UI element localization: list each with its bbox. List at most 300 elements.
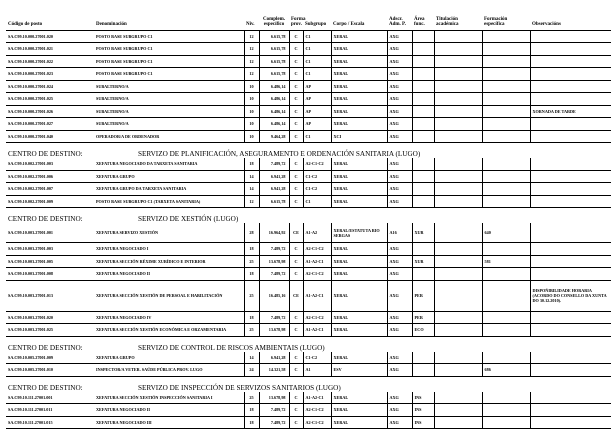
- cell-body: XERAL: [331, 170, 387, 183]
- rpt-document: [6, 8, 611, 429]
- cell-degree: [434, 243, 482, 256]
- cell-name: XEFATURA GRUPO DA TARXETA SANITARIA: [94, 183, 244, 196]
- cell-notes: [530, 364, 611, 377]
- cell-complement: 6.486,14: [259, 93, 289, 106]
- cell-notes: [530, 195, 611, 208]
- cell-form: C: [289, 105, 303, 118]
- cell-name: INSPECTOR/A VETER. SAÚDE PÚBLICA PROV. LUGO: [94, 364, 244, 377]
- cell-body: XERAL: [331, 183, 387, 196]
- cell-body: XERAL: [331, 324, 387, 337]
- cell-admin: AXG: [387, 118, 412, 131]
- cell-complement: 7.489,72: [259, 311, 289, 324]
- cell-code: SA.C99.10.003.27001.005: [6, 255, 94, 268]
- cell-body: XERAL: [331, 68, 387, 81]
- cell-code: SA.C99.10.003.27001.008: [6, 268, 94, 281]
- cell-form: C: [289, 93, 303, 106]
- cell-form: C: [289, 255, 303, 268]
- cell-name: XEFATURA SERVIZO XESTIÓN: [94, 223, 244, 243]
- cell-admin: AXG: [387, 243, 412, 256]
- cell-body: XERAL: [331, 280, 387, 311]
- cell-body: XERAL: [331, 105, 387, 118]
- cell-name: SUBALTERNO/A: [94, 80, 244, 93]
- cell-level: 25: [244, 324, 259, 337]
- cell-level: 10: [244, 130, 259, 143]
- cell-code: SA.C99.10.000.27001.027: [6, 118, 94, 131]
- cell-subgroup: C1-C2: [303, 170, 331, 183]
- cell-subgroup: A2-C1-C2: [303, 158, 331, 170]
- cell-body: XERAL: [331, 195, 387, 208]
- cell-level: 18: [244, 268, 259, 281]
- cell-form: C: [289, 352, 303, 364]
- cell-training: [482, 170, 530, 183]
- cell-form: C: [289, 55, 303, 68]
- table-row: [6, 118, 611, 131]
- cell-subgroup: C1: [303, 68, 331, 81]
- cell-body: XERAL/ESTATUTA RIO SERGAS: [331, 223, 387, 243]
- cell-code: SA.C99.10.003.27001.025: [6, 324, 94, 337]
- cell-area: [412, 93, 434, 106]
- cell-complement: 6.615,78: [259, 55, 289, 68]
- cell-form: C: [289, 130, 303, 143]
- table-header-row: [6, 8, 611, 30]
- header-admin: Adscr. Adm. P.: [387, 8, 412, 30]
- cell-notes: [530, 404, 611, 417]
- header-area: Área func.: [412, 8, 434, 30]
- cell-code: SA.C99.10.000.27001.021: [6, 43, 94, 56]
- cell-area: INS: [412, 392, 434, 404]
- cell-area: [412, 364, 434, 377]
- table-row: [6, 352, 611, 364]
- cell-name: POSTO BASE SUBGRUPO C1: [94, 43, 244, 56]
- cell-area: INS: [412, 416, 434, 429]
- cell-subgroup: A1-A2-C1: [303, 280, 331, 311]
- table-row: [6, 170, 611, 183]
- cell-level: 14: [244, 170, 259, 183]
- cell-level: 12: [244, 43, 259, 56]
- cell-admin: AXG: [387, 364, 412, 377]
- cell-admin: AXG: [387, 416, 412, 429]
- cell-notes: [530, 43, 611, 56]
- cell-admin: AXG: [387, 183, 412, 196]
- cell-form: C: [289, 68, 303, 81]
- section-heading: [6, 376, 611, 392]
- table-row: [6, 404, 611, 417]
- cell-level: 10: [244, 80, 259, 93]
- header-code: Código de posto: [6, 8, 94, 30]
- cell-area: INS: [412, 404, 434, 417]
- cell-training: [482, 243, 530, 256]
- positions-table: [6, 8, 611, 429]
- cell-admin: AXG: [387, 105, 412, 118]
- cell-subgroup: AP: [303, 93, 331, 106]
- cell-notes: [530, 183, 611, 196]
- cell-degree: [434, 170, 482, 183]
- cell-training: [482, 268, 530, 281]
- cell-training: 640: [482, 223, 530, 243]
- cell-complement: 6.941,28: [259, 183, 289, 196]
- cell-admin: AXG: [387, 280, 412, 311]
- cell-subgroup: A2-C1-C2: [303, 311, 331, 324]
- cell-form: C: [289, 416, 303, 429]
- table-row: [6, 55, 611, 68]
- header-subgroup: Subgrupo: [303, 8, 331, 30]
- cell-name: XEFATURA SECCIÓN RÉXIME XURÍDICO E INTERIOR: [94, 255, 244, 268]
- cell-body: XERAL: [331, 392, 387, 404]
- cell-subgroup: C1: [303, 55, 331, 68]
- header-form: Forma prov.: [289, 8, 303, 30]
- cell-form: C: [289, 170, 303, 183]
- cell-admin: AXG: [387, 268, 412, 281]
- cell-form: C: [289, 311, 303, 324]
- cell-code: SA.C99.10.005.27001.009: [6, 352, 94, 364]
- table-row: [6, 158, 611, 170]
- section-title: SERVIZO DE CONTROL DE RISCOS AMBIENTAIS (LUGO): [138, 343, 325, 352]
- cell-degree: [434, 80, 482, 93]
- cell-notes: XORNADA DE TARDE: [530, 105, 611, 118]
- cell-code: SA.C99.10.000.27001.020: [6, 30, 94, 43]
- cell-notes: [530, 352, 611, 364]
- cell-training: [482, 195, 530, 208]
- cell-name: XEFATURA NEGOCIADO IV: [94, 311, 244, 324]
- cell-code: SA.C99.10.002.27001.006: [6, 170, 94, 183]
- header-body: Corpo / Escala: [331, 8, 387, 30]
- cell-level: 18: [244, 243, 259, 256]
- cell-area: [412, 68, 434, 81]
- cell-subgroup: A2-C1-C2: [303, 404, 331, 417]
- cell-degree: [434, 324, 482, 337]
- cell-notes: [530, 170, 611, 183]
- cell-form: C: [289, 195, 303, 208]
- cell-code: SA.C99.10.000.27001.026: [6, 105, 94, 118]
- cell-subgroup: A1-A2: [303, 223, 331, 243]
- cell-form: C: [289, 404, 303, 417]
- cell-form: C: [289, 364, 303, 377]
- cell-name: XEFATURA NEGOCIADO III: [94, 416, 244, 429]
- cell-body: ESV: [331, 364, 387, 377]
- cell-body: XERAL: [331, 55, 387, 68]
- cell-degree: [434, 392, 482, 404]
- cell-training: [482, 392, 530, 404]
- table-row: [6, 130, 611, 143]
- cell-level: 24: [244, 364, 259, 377]
- cell-degree: [434, 183, 482, 196]
- cell-name: XEFATURA GRUPO: [94, 170, 244, 183]
- section-title: SERVIZO DE PLANIFICACIÓN, ASEGURAMENTO E ORDENACIÓN SANITARIA (LUGO): [138, 150, 421, 158]
- cell-admin: AXG: [387, 43, 412, 56]
- cell-form: C: [289, 324, 303, 337]
- section-title: SERVIZO DE INSPECCIÓN DE SERVIZOS SANITARIOS (LUGO): [138, 383, 341, 392]
- cell-training: [482, 352, 530, 364]
- cell-training: [482, 105, 530, 118]
- cell-subgroup: A1: [303, 364, 331, 377]
- cell-area: [412, 195, 434, 208]
- cell-subgroup: AP: [303, 118, 331, 131]
- cell-name: XEFATURA NEGOCIADO DA TARXETA SANITARIA: [94, 158, 244, 170]
- cell-subgroup: C1: [303, 195, 331, 208]
- cell-notes: [530, 118, 611, 131]
- cell-subgroup: AP: [303, 80, 331, 93]
- cell-area: [412, 80, 434, 93]
- cell-area: [412, 118, 434, 131]
- cell-name: POSTO BASE SUBGRUPO C1: [94, 68, 244, 81]
- cell-training: [482, 158, 530, 170]
- cell-subgroup: A1-A2-C1: [303, 255, 331, 268]
- cell-training: [482, 130, 530, 143]
- cell-complement: 14.321,58: [259, 364, 289, 377]
- cell-name: POSTO BASE SUBGRUPO C1: [94, 55, 244, 68]
- cell-code: SA.C99.10.000.27001.025: [6, 93, 94, 106]
- cell-name: OPERADOR/A DE ORDENADOR: [94, 130, 244, 143]
- cell-complement: 7.489,72: [259, 268, 289, 281]
- cell-code: SA.C99.10.003.27001.020: [6, 311, 94, 324]
- cell-area: [412, 243, 434, 256]
- cell-level: 25: [244, 255, 259, 268]
- cell-admin: AXG: [387, 130, 412, 143]
- table-row: [6, 268, 611, 281]
- cell-form: C: [289, 118, 303, 131]
- cell-complement: 7.489,72: [259, 158, 289, 170]
- table-row: [6, 280, 611, 311]
- header-level: Niv.: [244, 8, 259, 30]
- cell-area: [412, 183, 434, 196]
- cell-complement: 13.678,98: [259, 255, 289, 268]
- cell-complement: 16.485,16: [259, 280, 289, 311]
- cell-form: C: [289, 80, 303, 93]
- header-name: Denominación: [94, 8, 244, 30]
- section-heading: [6, 208, 611, 224]
- cell-area: [412, 105, 434, 118]
- header-training: Formación específica: [482, 8, 530, 30]
- cell-subgroup: C1: [303, 130, 331, 143]
- cell-code: SA.C99.10.000.27001.022: [6, 55, 94, 68]
- header-degree: Titulación académica: [434, 8, 482, 30]
- cell-area: PER: [412, 280, 434, 311]
- cell-form: C: [289, 243, 303, 256]
- cell-subgroup: C1: [303, 30, 331, 43]
- cell-complement: 6.486,14: [259, 80, 289, 93]
- cell-level: 12: [244, 195, 259, 208]
- cell-complement: 6.941,28: [259, 170, 289, 183]
- cell-code: SA.C99.10.003.27001.001: [6, 223, 94, 243]
- cell-training: [482, 280, 530, 311]
- cell-form: CE: [289, 280, 303, 311]
- cell-degree: [434, 268, 482, 281]
- section-label: CENTRO DE DESTINO:: [8, 150, 83, 158]
- cell-level: 25: [244, 392, 259, 404]
- cell-degree: [434, 118, 482, 131]
- cell-name: POSTO BASE SUBGRUPO C1 (TARXETA SANITARIA): [94, 195, 244, 208]
- cell-degree: [434, 195, 482, 208]
- cell-complement: 9.464,28: [259, 130, 289, 143]
- cell-code: SA.C99.10.111.27001.011: [6, 404, 94, 417]
- cell-body: XERAL: [331, 352, 387, 364]
- table-row: [6, 416, 611, 429]
- cell-notes: [530, 80, 611, 93]
- cell-subgroup: C1: [303, 43, 331, 56]
- cell-body: XCI: [331, 130, 387, 143]
- cell-complement: 7.489,72: [259, 243, 289, 256]
- cell-training: [482, 404, 530, 417]
- cell-level: 10: [244, 118, 259, 131]
- cell-level: 14: [244, 352, 259, 364]
- cell-form: C: [289, 183, 303, 196]
- cell-form: CE: [289, 223, 303, 243]
- table-row: [6, 392, 611, 404]
- cell-area: [412, 43, 434, 56]
- cell-training: [482, 30, 530, 43]
- cell-admin: AXG: [387, 80, 412, 93]
- cell-training: [482, 324, 530, 337]
- cell-degree: [434, 404, 482, 417]
- table-row: [6, 105, 611, 118]
- cell-training: [482, 68, 530, 81]
- table-row: [6, 68, 611, 81]
- section-heading: [6, 336, 611, 352]
- cell-admin: AXG: [387, 352, 412, 364]
- cell-complement: 16.964,92: [259, 223, 289, 243]
- cell-degree: [434, 416, 482, 429]
- cell-training: [482, 118, 530, 131]
- cell-form: C: [289, 392, 303, 404]
- cell-subgroup: C1-C2: [303, 183, 331, 196]
- table-row: [6, 255, 611, 268]
- cell-code: SA.C99.10.111.27001.001: [6, 392, 94, 404]
- cell-degree: [434, 130, 482, 143]
- section-label: CENTRO DE DESTINO:: [8, 215, 83, 223]
- cell-training: [482, 416, 530, 429]
- cell-code: SA.C99.10.003.27001.003: [6, 243, 94, 256]
- header-notes: Observacións: [530, 8, 611, 30]
- cell-admin: A16: [387, 223, 412, 243]
- cell-code: SA.C99.10.005.27001.010: [6, 364, 94, 377]
- cell-area: [412, 170, 434, 183]
- cell-admin: AXG: [387, 68, 412, 81]
- cell-body: XERAL: [331, 80, 387, 93]
- cell-level: 10: [244, 105, 259, 118]
- table-row: [6, 364, 611, 377]
- cell-admin: AXG: [387, 311, 412, 324]
- cell-notes: [530, 255, 611, 268]
- cell-degree: [434, 364, 482, 377]
- cell-degree: [434, 158, 482, 170]
- cell-notes: [530, 392, 611, 404]
- cell-degree: [434, 105, 482, 118]
- cell-body: XERAL: [331, 118, 387, 131]
- cell-body: XERAL: [331, 416, 387, 429]
- cell-notes: [530, 93, 611, 106]
- cell-subgroup: C1-C2: [303, 352, 331, 364]
- cell-code: SA.C99.10.000.27001.023: [6, 68, 94, 81]
- cell-code: SA.C99.10.000.27001.040: [6, 130, 94, 143]
- cell-admin: AXG: [387, 93, 412, 106]
- cell-area: XUR: [412, 255, 434, 268]
- cell-admin: AXG: [387, 170, 412, 183]
- cell-complement: 7.489,72: [259, 416, 289, 429]
- cell-complement: 6.941,28: [259, 352, 289, 364]
- cell-degree: [434, 93, 482, 106]
- cell-degree: [434, 68, 482, 81]
- cell-level: 10: [244, 93, 259, 106]
- cell-area: [412, 30, 434, 43]
- cell-notes: [530, 158, 611, 170]
- cell-level: 12: [244, 68, 259, 81]
- cell-body: XERAL: [331, 243, 387, 256]
- cell-training: 686: [482, 364, 530, 377]
- table-row: [6, 311, 611, 324]
- cell-notes: [530, 324, 611, 337]
- cell-admin: AXG: [387, 55, 412, 68]
- cell-notes: DISPOÑIBILIDADE HORARIA (ACORDO DO CONSELLO DA XUNTA DO 30.12.2010).: [530, 280, 611, 311]
- table-row: [6, 43, 611, 56]
- cell-complement: 6.615,78: [259, 43, 289, 56]
- cell-form: C: [289, 158, 303, 170]
- table-row: [6, 195, 611, 208]
- cell-degree: [434, 280, 482, 311]
- cell-code: SA.C99.10.003.27001.013: [6, 280, 94, 311]
- cell-admin: AXG: [387, 404, 412, 417]
- cell-complement: 6.615,78: [259, 68, 289, 81]
- cell-complement: 13.678,98: [259, 324, 289, 337]
- cell-admin: AXG: [387, 392, 412, 404]
- cell-level: 18: [244, 416, 259, 429]
- cell-name: XEFATURA NEGOCIADO II: [94, 268, 244, 281]
- cell-subgroup: A2-C1-C2: [303, 268, 331, 281]
- cell-degree: [434, 55, 482, 68]
- cell-notes: [530, 55, 611, 68]
- cell-admin: AXG: [387, 195, 412, 208]
- cell-admin: AXG: [387, 324, 412, 337]
- section-title: SERVIZO DE XESTIÓN (LUGO): [138, 215, 239, 223]
- cell-name: XEFATURA SECCIÓN XESTIÓN DE PERSOAL E HABILITACIÓN: [94, 280, 244, 311]
- cell-degree: [434, 30, 482, 43]
- cell-code: SA.C99.10.002.27001.003: [6, 158, 94, 170]
- cell-code: SA.C99.10.002.27001.009: [6, 195, 94, 208]
- cell-level: 28: [244, 223, 259, 243]
- cell-training: [482, 80, 530, 93]
- section-heading: [6, 143, 611, 159]
- cell-training: 581: [482, 255, 530, 268]
- cell-notes: [530, 68, 611, 81]
- cell-area: PER: [412, 311, 434, 324]
- cell-subgroup: A1-A2-C1: [303, 324, 331, 337]
- cell-degree: [434, 255, 482, 268]
- cell-notes: [530, 243, 611, 256]
- cell-area: [412, 55, 434, 68]
- cell-complement: 7.489,72: [259, 404, 289, 417]
- cell-body: XERAL: [331, 43, 387, 56]
- cell-training: [482, 43, 530, 56]
- cell-notes: [530, 130, 611, 143]
- cell-body: XERAL: [331, 404, 387, 417]
- cell-body: XERAL: [331, 93, 387, 106]
- cell-training: [482, 93, 530, 106]
- cell-training: [482, 183, 530, 196]
- cell-degree: [434, 311, 482, 324]
- cell-body: XERAL: [331, 30, 387, 43]
- table-row: [6, 80, 611, 93]
- cell-name: XEFATURA NEGOCIADO II: [94, 404, 244, 417]
- table-row: [6, 30, 611, 43]
- cell-admin: AXG: [387, 158, 412, 170]
- table-row: [6, 324, 611, 337]
- cell-code: SA.C99.10.111.27001.015: [6, 416, 94, 429]
- table-row: [6, 243, 611, 256]
- cell-subgroup: A1-A2-C1: [303, 392, 331, 404]
- cell-subgroup: AP: [303, 105, 331, 118]
- cell-name: SUBALTERNO/A: [94, 93, 244, 106]
- cell-complement: 6.615,78: [259, 30, 289, 43]
- cell-level: 14: [244, 183, 259, 196]
